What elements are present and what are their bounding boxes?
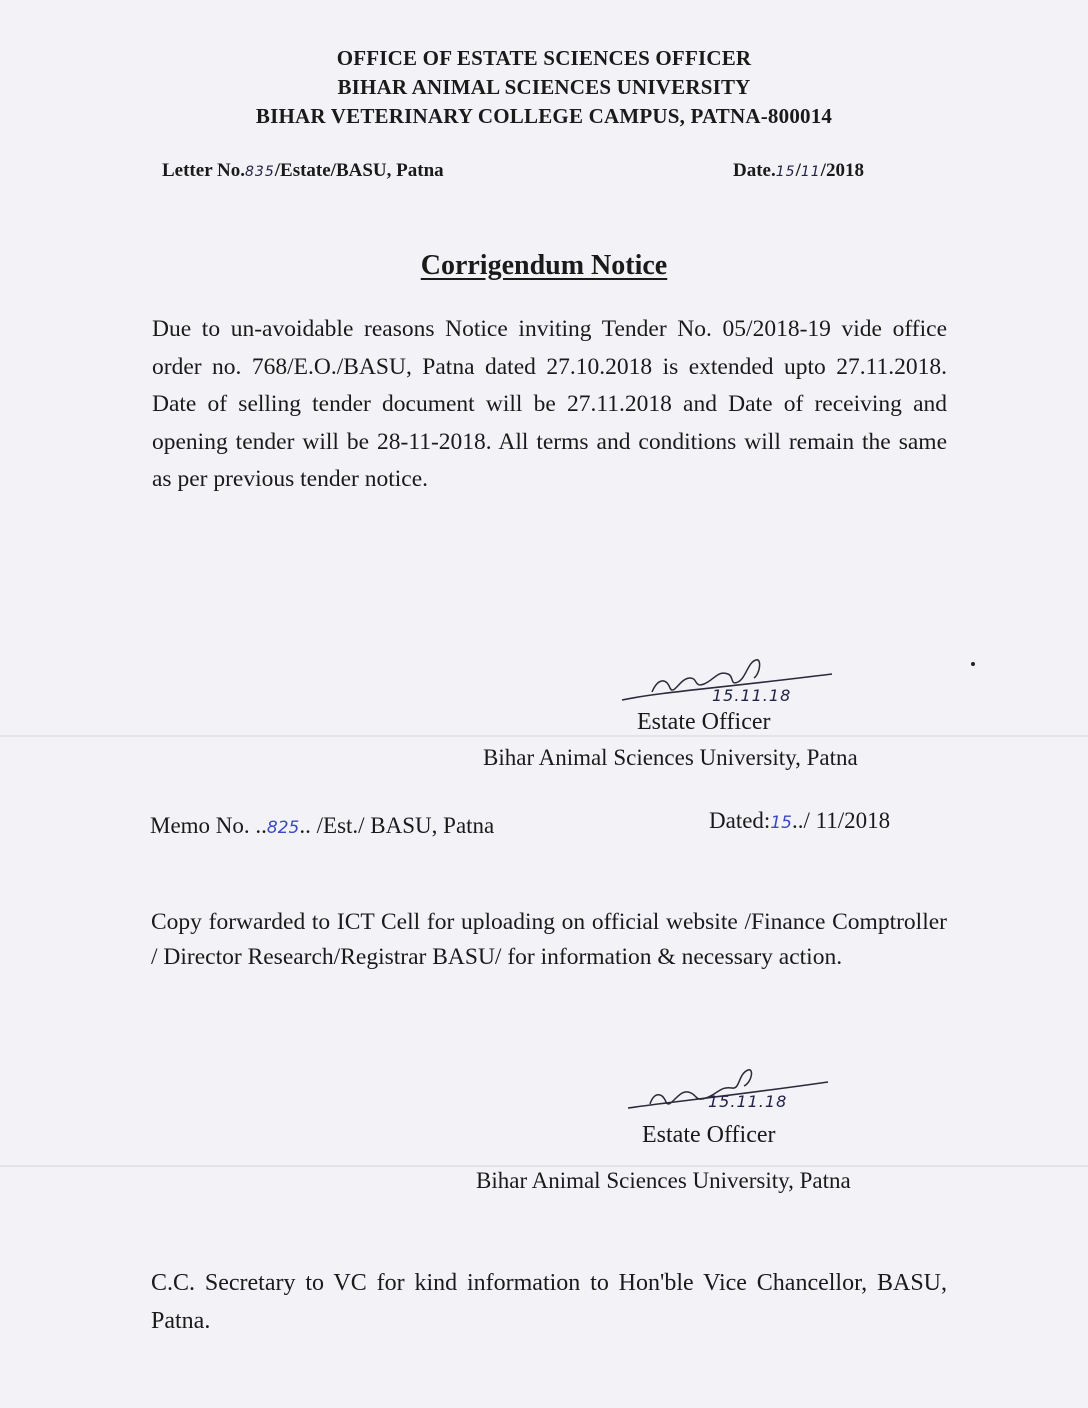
letter-number: Letter No.835/Estate/BASU, Patna <box>162 160 444 181</box>
memo-date: Dated:15../ 11/2018 <box>709 808 891 833</box>
signature-1-title: Estate Officer <box>637 709 771 735</box>
cc-text: C.C. Secretary to VC for kind information to Hon'ble Vice Chancellor, BASU, Patna. <box>151 1270 947 1334</box>
signature-2-organization: Bihar Animal Sciences University, Patna <box>476 1168 851 1193</box>
copy-forwarded-text: Copy forwarded to ICT Cell for uploading on official website /Finance Comptroller / Director Research/Registrar BASU/ for information & necessary action. <box>151 909 947 970</box>
notice-title: Corrigendum Notice <box>420 250 668 281</box>
letterhead <box>0 44 1088 131</box>
signature-1-organization: Bihar Animal Sciences University, Patna <box>483 745 858 770</box>
signature-2-title: Estate Officer <box>642 1122 776 1148</box>
paper-fold <box>0 735 1088 737</box>
signature-2-date: 15.11.18 <box>708 1092 788 1111</box>
handwritten-day: 15 <box>775 164 796 180</box>
notice-body: Due to un-avoidable reasons Notice inviting Tender No. 05/2018-19 vide office order no. 768/E.O./BASU, Patna dated 27.10.2018 is extended upto 27.11.2018. Date of selling tender document will be 27.11.2018 and Date of receiving and opening tender will be 28-11-2018. All terms and conditions will remain the same as per previous tender notice. <box>152 316 947 492</box>
letter-date: Date.15/11/2018 <box>733 160 864 181</box>
handwritten-memo-number: 825 <box>266 818 300 838</box>
handwritten-month: 11 <box>800 164 821 180</box>
university-name: BIHAR ANIMAL SCIENCES UNIVERSITY <box>337 75 751 99</box>
handwritten-letter-number: 835 <box>245 164 275 180</box>
paper-fold <box>0 1165 1088 1167</box>
memo-number: Memo No. ..825.. /Est./ BASU, Patna <box>150 813 495 838</box>
office-name: OFFICE OF ESTATE SCIENCES OFFICER <box>336 46 752 70</box>
signature-1-image <box>600 648 840 718</box>
signature-1-date: 15.11.18 <box>712 686 792 705</box>
campus-address: BIHAR VETERINARY COLLEGE CAMPUS, PATNA-800014 <box>255 104 833 128</box>
ink-dot <box>971 662 975 666</box>
handwritten-memo-day: 15 <box>770 813 792 833</box>
